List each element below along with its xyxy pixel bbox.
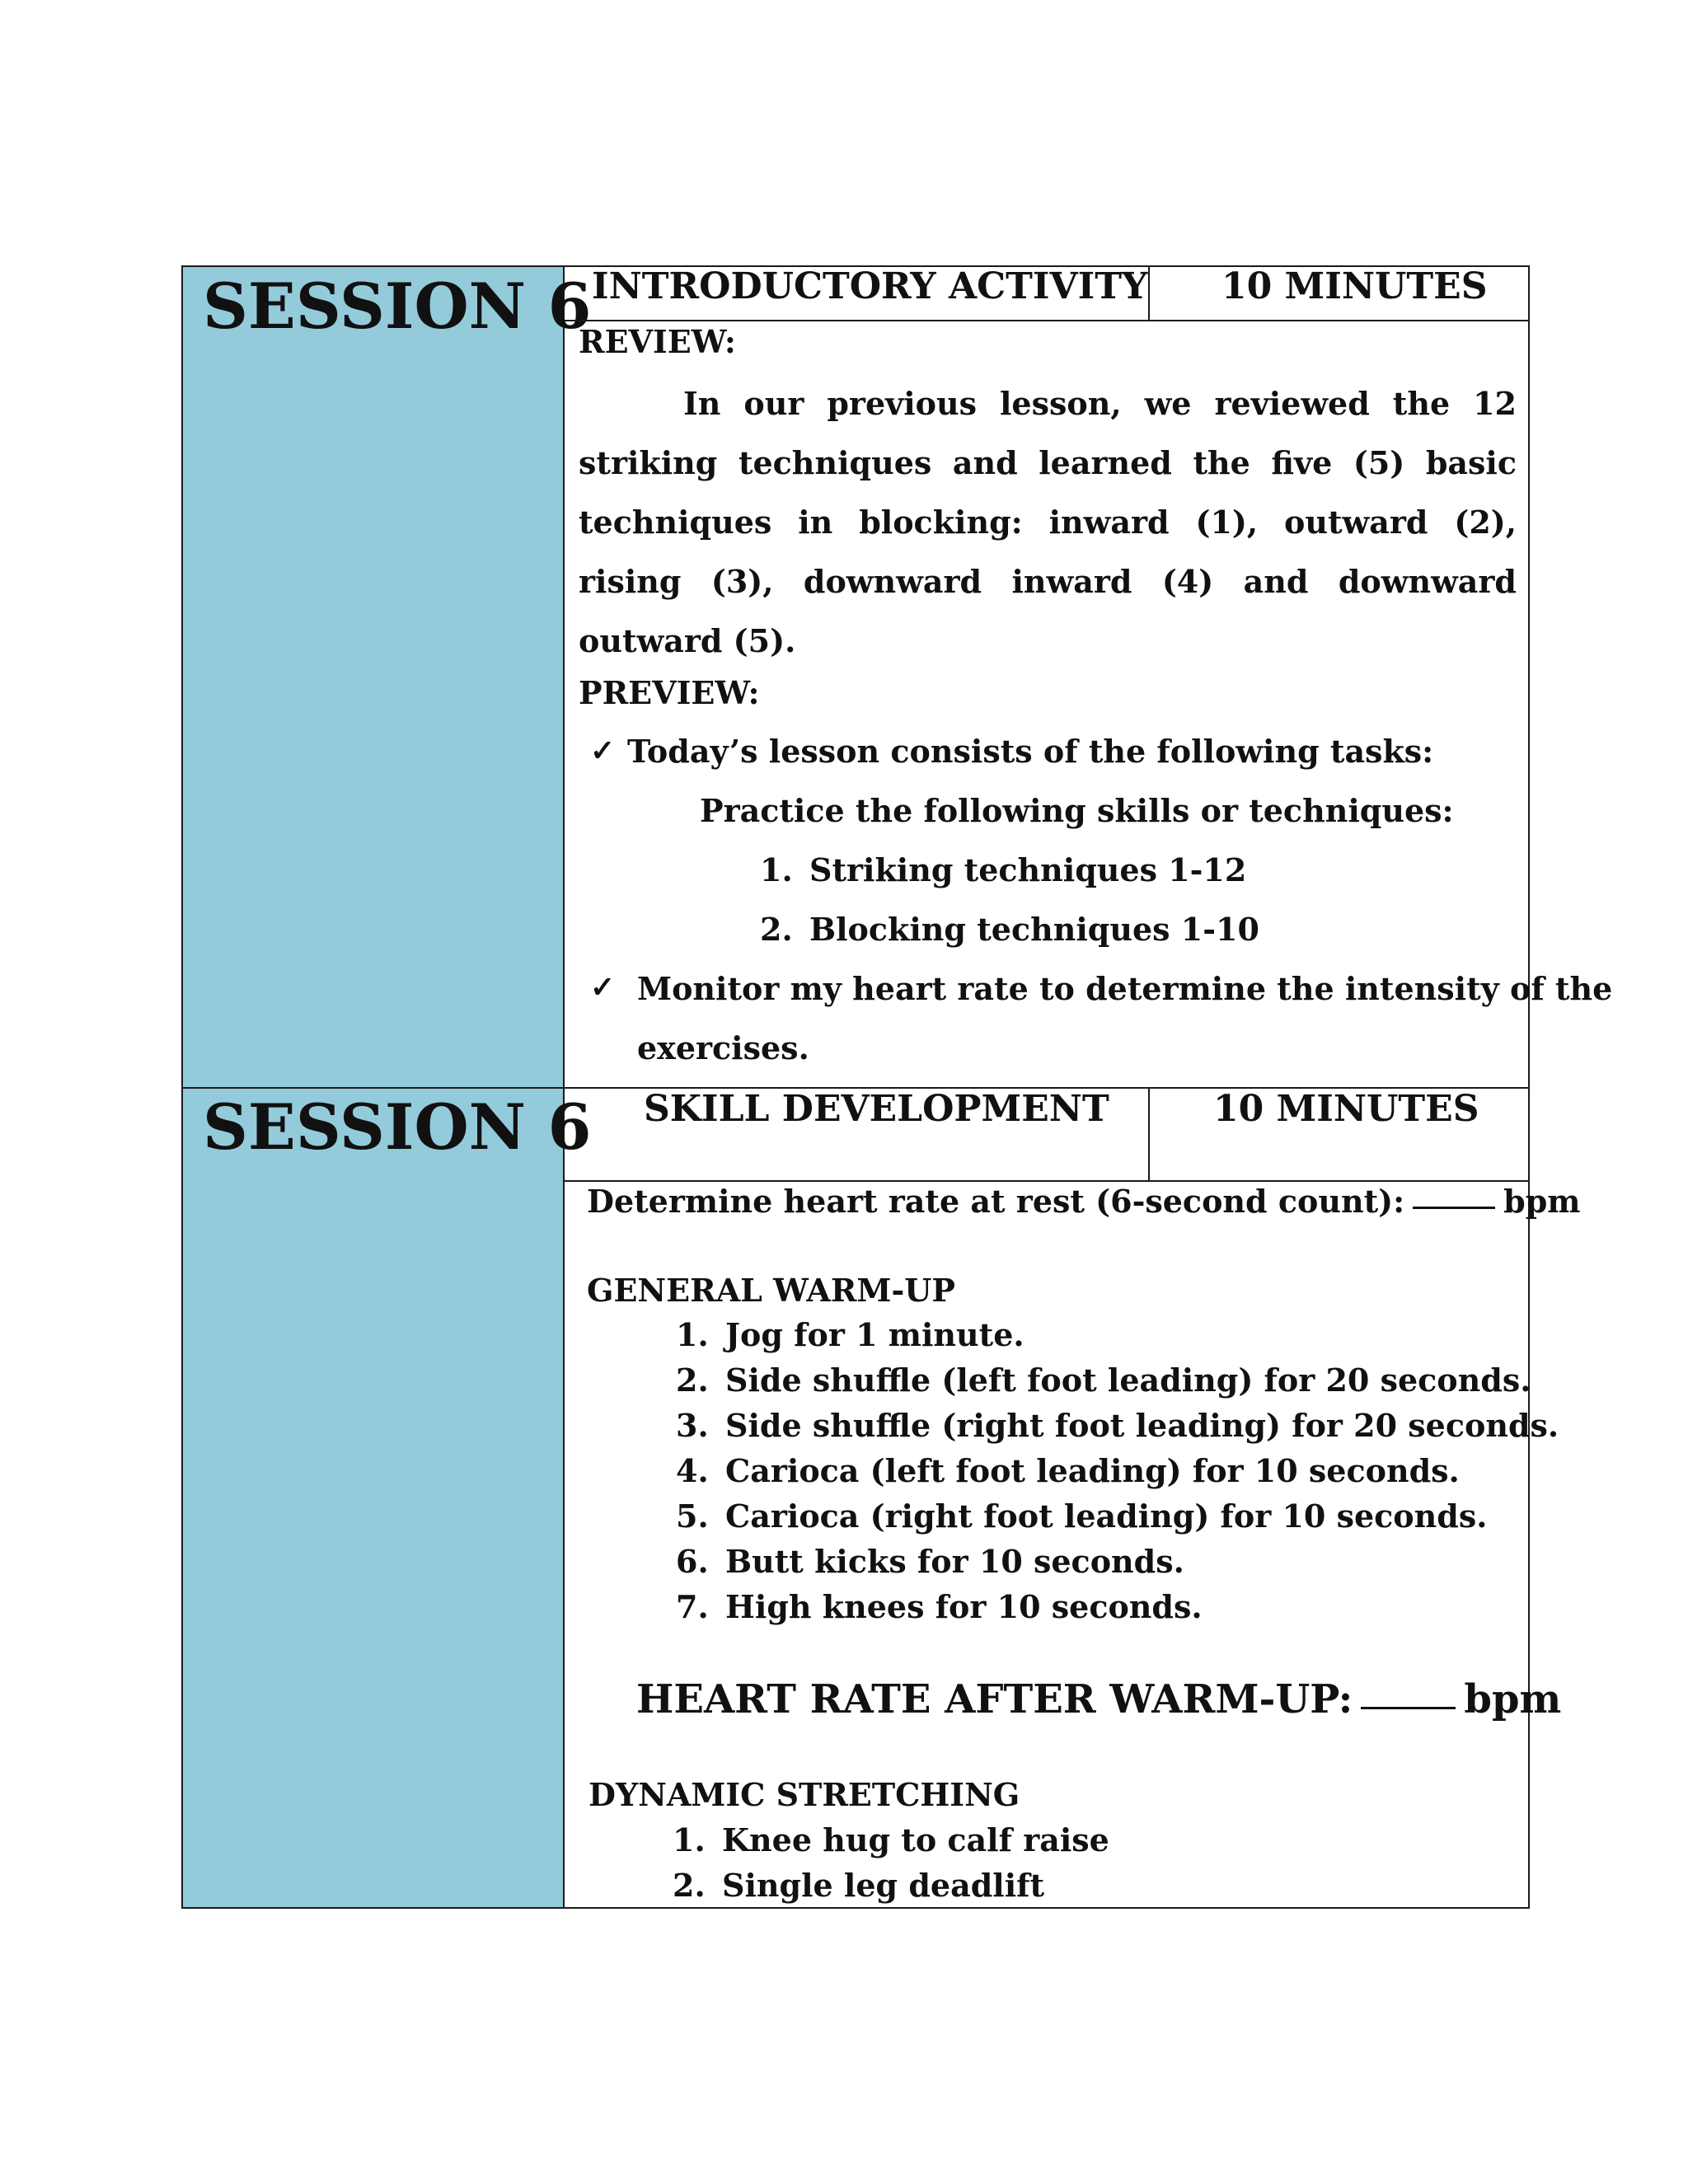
stretch-item: Knee hug to calf raise xyxy=(722,1821,1109,1858)
heart-rate-after-warmup-blank[interactable] xyxy=(1361,1707,1456,1709)
preview-bullet-heart-rate-cont: exercises. xyxy=(637,1029,809,1066)
review-paragraph: In our previous lesson, we reviewed the 12 striking techniques and learned the five (5) basic techniques in blocking: inward (1), outward (2), rising (3), downward inward (4) and downward outward (5). xyxy=(579,385,1517,659)
intro-header-bottom-border xyxy=(565,320,1528,321)
practice-item-number: 1. xyxy=(760,851,793,888)
warmup-item-number: 2. xyxy=(676,1361,709,1399)
rest-heart-rate-unit: bpm xyxy=(1503,1183,1581,1220)
skill-development-time: 10 MINUTES xyxy=(1213,1088,1479,1130)
session-1-label: SESSION 6 xyxy=(203,269,592,343)
heart-rate-after-warmup-label: HEART RATE AFTER WARM-UP: xyxy=(636,1676,1353,1722)
session-2-label: SESSION 6 xyxy=(203,1090,592,1164)
rest-heart-rate-prompt xyxy=(587,1183,1581,1221)
review-heading: REVIEW: xyxy=(579,323,736,360)
intro-header-divider xyxy=(1148,267,1150,320)
warmup-item: Side shuffle (left foot leading) for 20 seconds. xyxy=(725,1361,1531,1399)
warmup-item-number: 5. xyxy=(676,1497,709,1535)
warmup-item-number: 3. xyxy=(676,1407,709,1444)
practice-item-number: 2. xyxy=(760,911,793,948)
warmup-heading: GENERAL WARM-UP xyxy=(587,1272,955,1309)
checkmark-icon: ✓ xyxy=(590,733,616,768)
warmup-item-number: 1. xyxy=(676,1316,709,1353)
practice-item: Blocking techniques 1-10 xyxy=(809,911,1259,948)
rest-heart-rate-label: Determine heart rate at rest (6-second count): xyxy=(587,1183,1405,1220)
skill-header-divider xyxy=(1148,1088,1150,1180)
dynamic-stretching-heading: DYNAMIC STRETCHING xyxy=(588,1776,1020,1813)
practice-intro: Practice the following skills or techniques: xyxy=(700,792,1454,829)
warmup-item-number: 4. xyxy=(676,1452,709,1489)
preview-bullet-heart-rate: Monitor my heart rate to determine the intensity of the xyxy=(637,970,1613,1007)
stretch-item-number: 1. xyxy=(673,1821,706,1858)
warmup-item: Jog for 1 minute. xyxy=(725,1316,1025,1353)
lesson-table xyxy=(181,265,1613,1909)
stretch-item: Single leg deadlift xyxy=(722,1867,1045,1904)
checkmark-icon: ✓ xyxy=(590,970,616,1005)
skill-development-title: SKILL DEVELOPMENT xyxy=(644,1088,1109,1130)
warmup-item-number: 7. xyxy=(676,1588,709,1625)
skill-header-bottom-border xyxy=(565,1180,1528,1182)
intro-activity-title: INTRODUCTORY ACTIVITY xyxy=(592,265,1148,307)
warmup-item: High knees for 10 seconds. xyxy=(725,1588,1203,1625)
preview-bullet-tasks: Today’s lesson consists of the following tasks: xyxy=(627,733,1434,770)
intro-activity-time: 10 MINUTES xyxy=(1221,265,1488,307)
warmup-item-number: 6. xyxy=(676,1543,709,1580)
stretch-item-number: 2. xyxy=(673,1867,706,1904)
rest-heart-rate-blank[interactable] xyxy=(1413,1207,1495,1209)
warmup-item: Butt kicks for 10 seconds. xyxy=(725,1543,1184,1580)
warmup-item: Side shuffle (right foot leading) for 20 seconds. xyxy=(725,1407,1559,1444)
practice-item: Striking techniques 1-12 xyxy=(809,851,1247,888)
warmup-item: Carioca (right foot leading) for 10 seconds. xyxy=(725,1497,1488,1535)
preview-heading: PREVIEW: xyxy=(579,674,760,711)
heart-rate-after-warmup-prompt xyxy=(636,1676,1561,1724)
heart-rate-after-warmup-unit: bpm xyxy=(1464,1676,1562,1722)
warmup-item: Carioca (left foot leading) for 10 seconds. xyxy=(725,1452,1460,1489)
